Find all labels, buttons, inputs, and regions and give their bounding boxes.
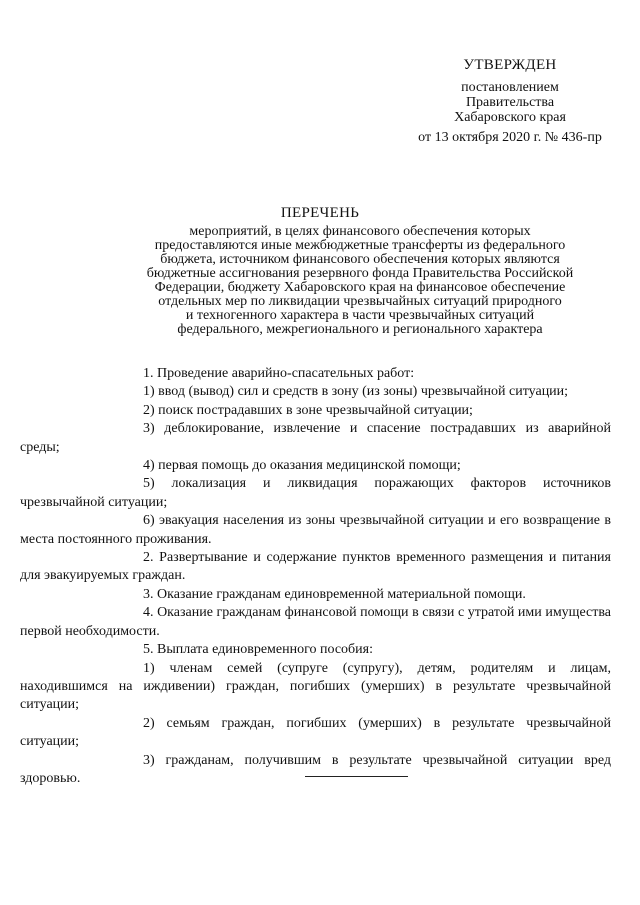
approval-line: Правительства: [465, 95, 555, 110]
list-item: 5. Выплата единовременного пособия:: [143, 642, 373, 658]
list-item: 4. Оказание гражданам финансовой помощи в связи с утратой ими имущества первой необходимости.: [20, 605, 611, 639]
measures-list: [20, 365, 611, 788]
list-item: 2. Развертывание и содержание пунктов временного размещения и питания для эвакуируемых граждан.: [20, 550, 611, 584]
subtitle-line: федерального, межрегионального и регионального характера: [177, 322, 543, 337]
list-item: 5) локализация и ликвидация поражающих факторов источников чрезвычайной ситуации;: [20, 476, 611, 510]
approval-line: постановлением: [461, 80, 559, 95]
list-item: 3) гражданам, получившим в результате чрезвычайной ситуации вред здоровью.: [20, 752, 611, 786]
list-item: 2) семьям граждан, погибших (умерших) в результате чрезвычайной ситуации;: [20, 715, 611, 750]
end-rule: [305, 776, 408, 777]
document-title: ПЕРЕЧЕНЬ: [280, 205, 360, 221]
subtitle-line: отдельных мер по ликвидации чрезвычайных ситуаций природного: [158, 294, 562, 309]
list-item: 1. Проведение аварийно-спасательных работ:: [143, 366, 415, 381]
approval-date: от 13 октября 2020 г. № 436-пр: [418, 130, 602, 145]
approval-title: УТВЕРЖДЕН: [463, 57, 557, 73]
list-item: 6) эвакуация населения из зоны чрезвычайной ситуации и его возвращение в места постоянного проживания.: [20, 513, 611, 547]
approval-line: Хабаровского края: [454, 110, 566, 125]
subtitle-line: бюджета, источником финансового обеспечения которых являются: [160, 252, 560, 267]
list-item: 1) членам семей (супруге (супругу), детям, родителям и лицам, находившимся на иждивении) граждан, погибших (умерших) в результате чрезвычайной ситуации;: [20, 660, 611, 713]
subtitle-line: мероприятий, в целях финансового обеспечения которых: [189, 224, 531, 239]
list-item: 3. Оказание гражданам единовременной материальной помощи.: [143, 586, 526, 602]
list-item: 2) поиск пострадавших в зоне чрезвычайной ситуации;: [143, 402, 473, 418]
subtitle-line: бюджетные ассигнования резервного фонда Правительства Российской: [146, 266, 574, 281]
approval-block: [400, 58, 620, 145]
subtitle-line: предоставляются иные межбюджетные трансферты из федерального: [154, 238, 566, 253]
subtitle-line: и техногенного характера в части чрезвычайных ситуаций: [185, 308, 535, 323]
list-item: 1) ввод (вывод) сил и средств в зону (из зоны) чрезвычайной ситуации;: [143, 384, 569, 400]
list-item: 3) деблокирование, извлечение и спасение пострадавших из аварийной среды;: [20, 421, 611, 455]
list-item: 4) первая помощь до оказания медицинской помощи;: [143, 458, 461, 474]
subtitle-line: Федерации, бюджету Хабаровского края на финансовое обеспечение: [154, 280, 566, 295]
document-subtitle: [130, 225, 590, 337]
